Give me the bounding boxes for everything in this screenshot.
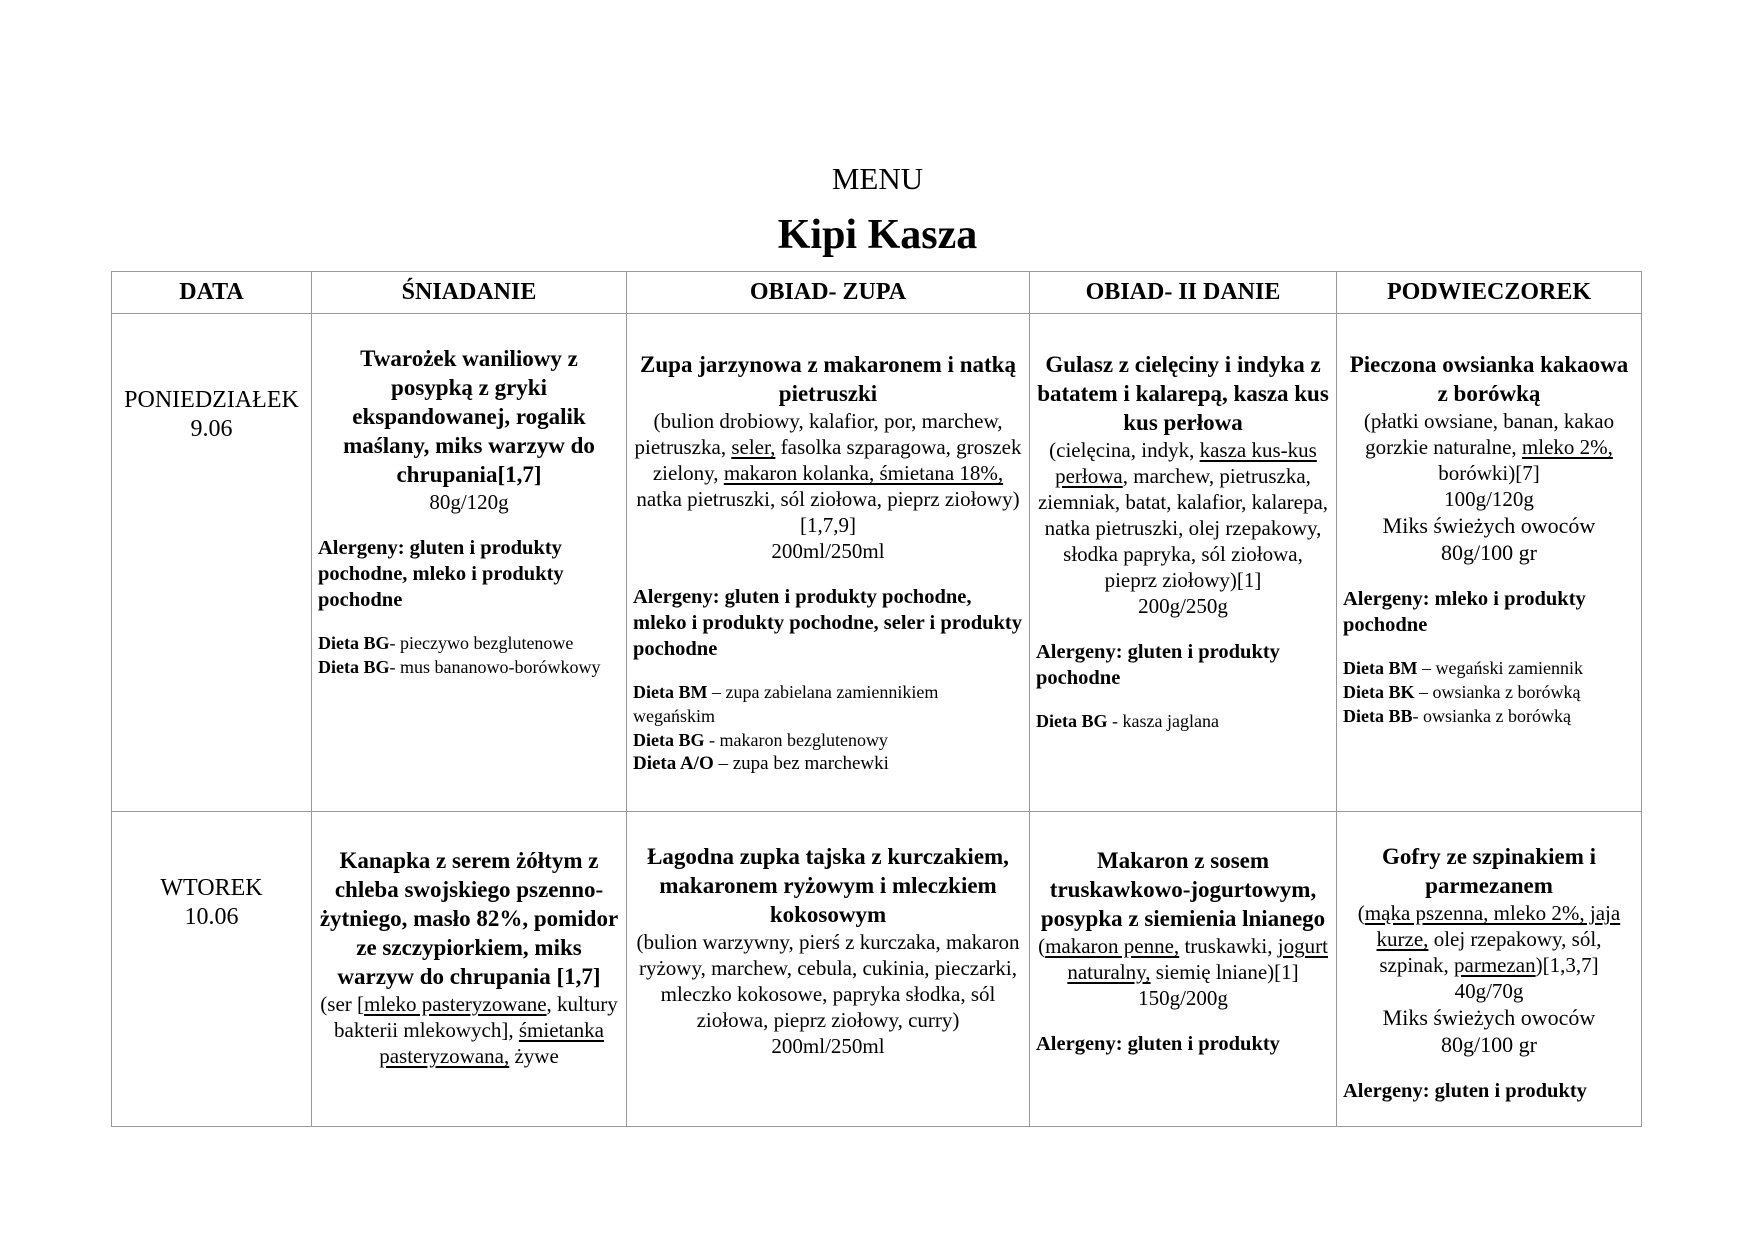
day-name: PONIEDZIAŁEK: [124, 387, 299, 413]
diet-item: Dieta BG - kasza jaglana: [1036, 711, 1219, 731]
diet-item: Dieta BG - makaron bezglutenowy: [633, 730, 888, 750]
allergens: Alergeny: gluten i produkty pochodne, mleko i produkty pochodne, seler i produkty pochodne: [633, 586, 1023, 660]
dish-name: Pieczona owsianka kakaowa z borówką: [1349, 352, 1629, 406]
dish-name: Gofry ze szpinakiem i parmezanem: [1382, 844, 1596, 898]
breakfast-cell: [312, 812, 627, 1127]
ingredients: (płatki owsiane, banan, kakao gorzkie naturalne, mleko 2%, borówki)[7]: [1363, 409, 1615, 485]
diet-list: [1036, 709, 1330, 733]
allergens: Alergeny: gluten i produkty: [1036, 1033, 1280, 1055]
header-snack: PODWIECZOREK: [1337, 272, 1642, 314]
snack-cell: [1337, 314, 1642, 812]
diet-item: Dieta BK – owsianka z borówką: [1343, 682, 1581, 702]
breakfast-cell: [312, 314, 627, 812]
menu-table: [111, 271, 1642, 1127]
allergens: Alergeny: gluten i produkty: [1343, 1080, 1587, 1102]
snack-cell: [1337, 812, 1642, 1127]
header-soup: OBIAD- ZUPA: [627, 272, 1030, 314]
day-cell: [112, 812, 312, 1127]
extra-item: Miks świeżych owoców: [1382, 513, 1596, 538]
extra-portion: 80g/100 gr: [1441, 1032, 1537, 1057]
diet-item: Dieta BB- owsianka z borówką: [1343, 706, 1571, 726]
diet-item: Dieta BG- mus bananowo-borówkowy: [318, 657, 601, 677]
diet-item: Dieta A/O – zupa bez marchewki: [633, 753, 889, 774]
diet-list: [318, 631, 620, 679]
dish-name: Kanapka z serem żółtym z chleba swojskiego pszenno-żytniego, masło 82%, pomidor ze szczypiorkiem, miks warzyw do chrupania [1,7]: [319, 848, 619, 989]
menu-label: MENU: [831, 161, 924, 196]
main-course-cell: [1030, 812, 1337, 1127]
main-course-cell: [1030, 314, 1337, 812]
portion: 200ml/250ml: [771, 1034, 885, 1058]
allergens: Alergeny: mleko i produkty pochodne: [1343, 588, 1586, 636]
table-row: [112, 812, 1642, 1127]
soup-cell: [627, 314, 1030, 812]
portion: 150g/200g: [1138, 986, 1228, 1010]
ingredients: (bulion drobiowy, kalafior, por, marchew, pietruszka, seler, fasolka szparagowa, groszek zielony, makaron kolanka, śmietana 18%, natka pietruszki, sól ziołowa, pieprz ziołowy)[1,7,9]: [634, 409, 1022, 537]
diet-list: [633, 680, 1023, 776]
ingredients: (ser [mleko pasteryzowane, kultury bakterii mlekowych], śmietanka pasteryzowana, żywe: [320, 992, 618, 1068]
ingredients: (cielęcina, indyk, kasza kus-kus perłowa, marchew, pietruszka, ziemniak, batat, kalafior, kalarepa, natka pietruszki, olej rzepakowy, słodka papryka, sól ziołowa, pieprz ziołowy)[1]: [1037, 438, 1329, 592]
dish-name: Gulasz z cielęciny i indyka z batatem i kalarepą, kasza kus kus perłowa: [1037, 352, 1329, 435]
dish-name: Makaron z sosem truskawkowo-jogurtowym, posypka z siemienia lnianego: [1040, 848, 1326, 931]
allergens: Alergeny: gluten i produkty pochodne: [1036, 641, 1280, 689]
header-row: [112, 272, 1642, 314]
header-breakfast: ŚNIADANIE: [312, 272, 627, 314]
portion: 100g/120g: [1444, 487, 1534, 511]
extra-portion: 80g/100 gr: [1441, 540, 1537, 565]
diet-item: Dieta BM – zupa zabielana zamiennikiem wegańskim: [633, 682, 939, 726]
soup-cell: [627, 812, 1030, 1127]
portion: 200g/250g: [1138, 594, 1228, 618]
dish-name: Zupa jarzynowa z makaronem i natką pietruszki: [640, 352, 1016, 406]
table-row: [112, 314, 1642, 812]
day-cell: [112, 314, 312, 812]
diet-item: Dieta BM – wegański zamiennik: [1343, 658, 1583, 678]
ingredients: (makaron penne, truskawki, jogurt naturalny, siemię lniane)[1]: [1038, 934, 1328, 984]
dish-name: Twarożek waniliowy z posypką z gryki ekspandowanej, rogalik maślany, miks warzyw do chrupania[1,7]: [343, 346, 595, 487]
allergens: Alergeny: gluten i produkty pochodne, mleko i produkty pochodne: [318, 537, 564, 611]
day-date: 10.06: [184, 904, 239, 930]
day-name: WTOREK: [160, 875, 263, 901]
ingredients: (mąka pszenna, mleko 2%, jaja kurze, olej rzepakowy, sól, szpinak, parmezan)[1,3,7]: [1357, 901, 1621, 977]
page-title: Kipi Kasza: [777, 212, 978, 258]
ingredients: (bulion warzywny, pierś z kurczaka, makaron ryżowy, marchew, cebula, cukinia, pieczarki, mleczko kokosowe, papryka słodka, sól ziołowa, pieprz ziołowy, curry): [636, 930, 1020, 1032]
day-date: 9.06: [190, 416, 233, 442]
diet-item: Dieta BG- pieczywo bezglutenowe: [318, 633, 574, 653]
diet-list: [1343, 656, 1635, 728]
header-date: DATA: [112, 272, 312, 314]
portion: 40g/70g: [1454, 979, 1524, 1003]
extra-item: Miks świeżych owoców: [1382, 1005, 1596, 1030]
dish-name: Łagodna zupka tajska z kurczakiem, makaronem ryżowym i mleczkiem kokosowym: [647, 844, 1009, 927]
portion: 80g/120g: [429, 490, 509, 514]
portion: 200ml/250ml: [771, 539, 885, 563]
header-main-course: OBIAD- II DANIE: [1030, 272, 1337, 314]
